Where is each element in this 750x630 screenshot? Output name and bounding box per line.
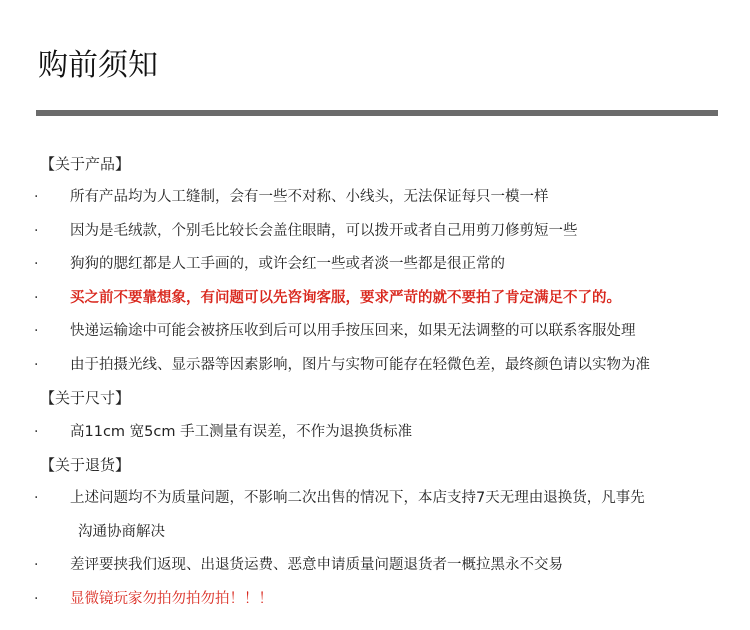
- item-text: 沟通协商解决: [78, 524, 165, 540]
- page-title: 购前须知: [38, 48, 158, 83]
- item-text-warning: 显微镜玩家勿拍勿拍勿拍！！！: [70, 591, 273, 607]
- item-text: 高11cm 宽5cm 手工测量有误差，不作为退换货标准: [70, 424, 413, 440]
- item-text: 上述问题均不为质量问题，不影响二次出售的情况下，本店支持7天无理由退换货，凡事先: [70, 490, 645, 506]
- section-size: [0, 382, 750, 414]
- list-item: [0, 349, 750, 381]
- list-item: [0, 181, 750, 213]
- bullet-icon: ·: [34, 223, 39, 239]
- bullet-icon: ·: [34, 357, 39, 373]
- item-text: 因为是毛绒款，个别毛比较长会盖住眼睛，可以拨开或者自己用剪刀修剪短一些: [70, 223, 578, 239]
- section-returns: [0, 449, 750, 481]
- item-text: 差评要挟我们返现、出退货运费、恶意申请质量问题退货者一概拉黑永不交易: [70, 557, 563, 573]
- bullet-icon: ·: [34, 557, 39, 573]
- bullet-icon: ·: [34, 490, 39, 506]
- bullet-icon: ·: [34, 591, 39, 607]
- list-item: [0, 583, 750, 615]
- item-text-warning: 买之前不要靠想象，有问题可以先咨询客服，要求严苛的就不要拍了肯定满足不了的。: [70, 290, 621, 306]
- section-heading-size: 【关于尺寸】: [40, 389, 131, 407]
- list-item: [0, 248, 750, 280]
- bullet-icon: ·: [34, 323, 39, 339]
- item-text: 狗狗的腮红都是人工手画的，或许会红一些或者淡一些都是很正常的: [70, 256, 505, 272]
- bullet-icon: ·: [34, 189, 39, 205]
- bullet-icon: ·: [34, 424, 39, 440]
- list-item: [0, 549, 750, 581]
- item-text: 快递运输途中可能会被挤压收到后可以用手按压回来，如果无法调整的可以联系客服处理: [70, 323, 636, 339]
- list-item: [0, 416, 750, 448]
- section-product: [0, 148, 750, 180]
- section-heading-returns: 【关于退货】: [40, 456, 131, 474]
- title-divider: [36, 110, 718, 116]
- list-item: [0, 282, 750, 314]
- list-item: [0, 215, 750, 247]
- section-heading-product: 【关于产品】: [40, 155, 131, 173]
- list-item: [0, 315, 750, 347]
- list-item-continuation: [0, 516, 750, 548]
- list-item: [0, 482, 750, 514]
- item-text: 由于拍摄光线、显示器等因素影响，图片与实物可能存在轻微色差，最终颜色请以实物为准: [70, 357, 650, 373]
- bullet-icon: ·: [34, 290, 39, 306]
- item-text: 所有产品均为人工缝制，会有一些不对称、小线头，无法保证每只一模一样: [70, 189, 549, 205]
- bullet-icon: ·: [34, 256, 39, 272]
